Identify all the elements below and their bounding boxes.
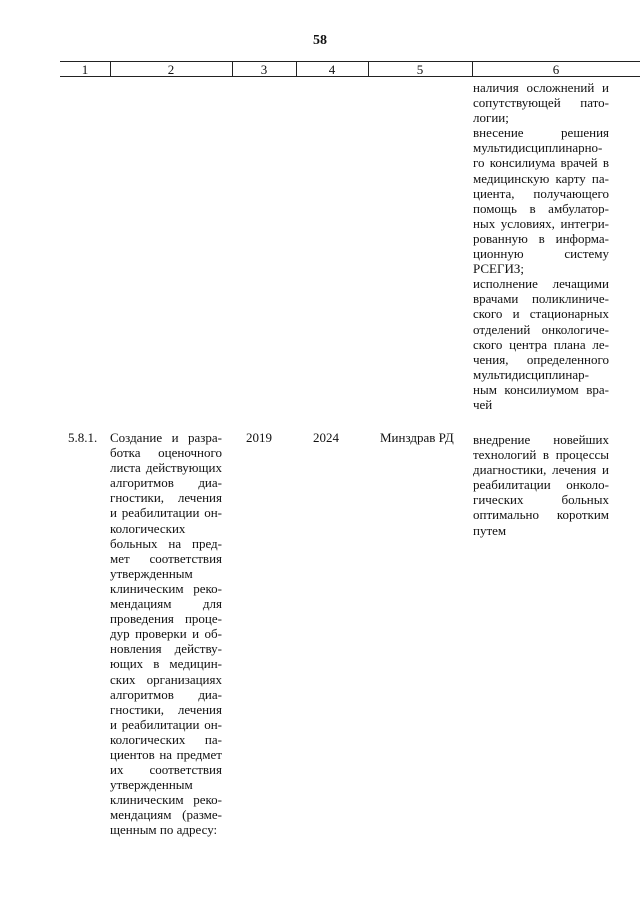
header-col-6: 6 [552,62,560,77]
description-text-line: кологических [110,520,186,536]
row-year-start: 2019 [246,430,272,445]
result-text-line: реабилитации онколо- [473,477,609,493]
result-text-line: рованную в информа- [473,230,609,246]
description-text-line: ющих в медицин- [110,656,222,672]
row-description [110,430,222,838]
description-text-line: алгоритмов диа- [110,686,222,702]
result-text-line: врачами поликлиниче- [473,291,609,307]
description-text-line: ских организациях [110,671,222,687]
description-text-line: щенным по адресу: [110,822,218,838]
row-year-end: 2024 [313,430,339,445]
result-text-line: гических больных [473,492,609,508]
header-col-4: 4 [328,62,336,77]
result-text-line: диагностики, лечения и [473,462,609,478]
description-text-line: ботка оценочного [110,445,222,461]
description-text-line: клиническим реко- [110,792,222,808]
description-text-line: алгоритмов диа- [110,475,222,491]
result-text-line: ского центра плана ле- [473,336,609,352]
description-text-line: клиническим реко- [110,580,222,596]
result-text-line: технологий в процессы [473,447,609,463]
result-text-line: го консилиума врачей в [473,155,609,171]
description-text-line: гностики, лечения [110,701,222,717]
result-text-line: отделений онкологиче- [473,321,609,337]
continued-result-text [473,80,609,412]
description-text-line: Создание и разра- [110,430,222,445]
description-text-line: больных на пред- [110,535,222,551]
result-text-line: чей [473,396,493,412]
description-text-line: циентов на предмет [110,746,222,762]
table-header-row [60,61,640,77]
header-col-2: 2 [167,62,175,77]
result-text-line: оптимально коротким [473,507,609,523]
description-text-line: утвержденным [110,565,193,581]
page-number: 58 [313,33,327,48]
description-text-line: кологических па- [110,731,222,747]
description-text-line: дур проверки и об- [110,626,222,642]
description-text-line: и реабилитации он- [110,716,222,732]
result-text-line: наличия осложнений и [473,80,609,95]
description-text-line: их соответствия [110,762,222,778]
result-text-line: помощь в амбулатор- [473,200,609,216]
result-text-line: мультидисциплинарно- [473,140,603,156]
row-number: 5.8.1. [68,430,98,445]
header-col-3: 3 [260,62,268,77]
result-text-line: РСЕГИЗ; [473,261,525,277]
result-text-line: ского и стационарных [473,306,609,322]
result-text-line: внесение решения [473,125,609,141]
result-text-line: медицинскую карту па- [473,170,609,186]
description-text-line: мет соответствия [110,550,222,566]
description-text-line: утвержденным [110,777,193,793]
description-text-line: листа действующих [110,460,222,476]
description-text-line: новления действу- [110,641,222,657]
row-result [473,432,609,538]
description-text-line: гностики, лечения [110,490,222,506]
result-text-line: ных условиях, интегри- [473,215,609,231]
description-text-line: мендациям для [110,596,222,612]
description-text-line: мендациям (разме- [110,807,222,823]
header-col-5: 5 [416,62,424,77]
description-text-line: проведения проце- [110,611,222,627]
description-text-line: и реабилитации он- [110,505,222,521]
row-responsible: Минздрав РД [380,430,454,445]
result-text-line: логии; [473,110,509,126]
result-text-line: исполнение лечащими [473,276,609,292]
result-text-line: циента, получающего [473,185,609,201]
result-text-line: ционную систему [473,246,609,262]
result-text-line: внедрение новейших [473,432,609,447]
header-col-1: 1 [81,62,89,77]
result-text-line: мультидисциплинар- [473,366,589,382]
result-text-line: чения, определенного [473,351,609,367]
result-text-line: ным консилиумом вра- [473,381,609,397]
result-text-line: сопутствующей пато- [473,95,609,111]
result-text-line: путем [473,522,507,538]
